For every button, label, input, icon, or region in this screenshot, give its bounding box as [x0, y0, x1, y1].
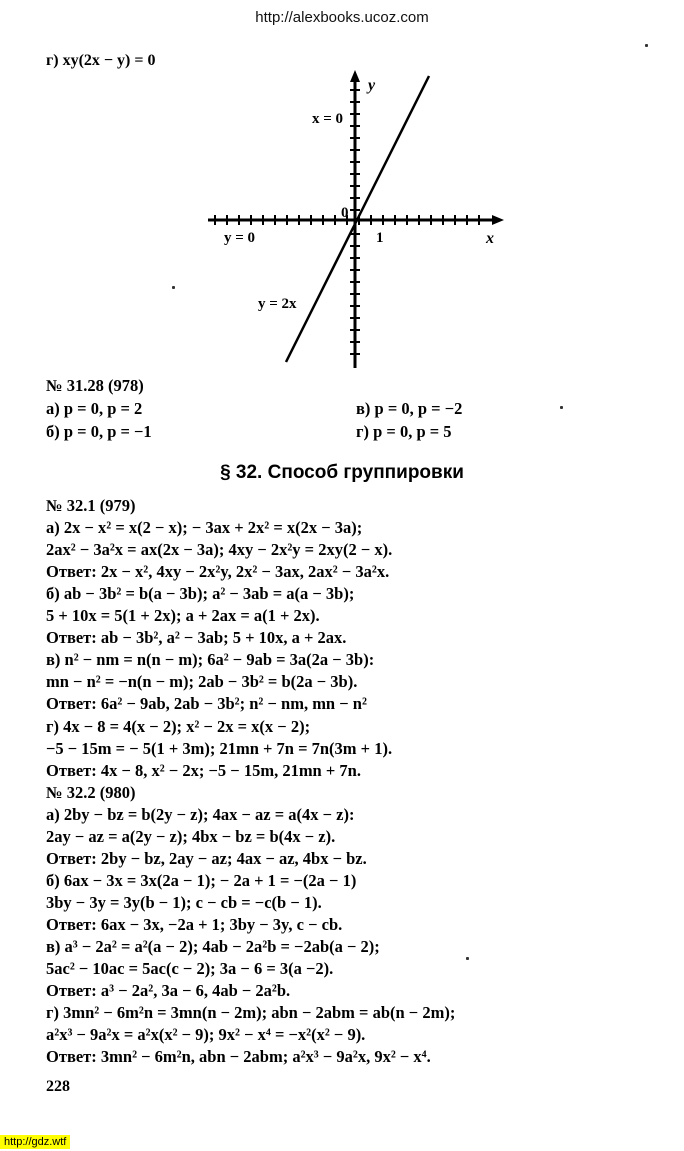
- x-axis-arrow-icon: [492, 215, 504, 225]
- solution-line: г) 4x − 8 = 4(x − 2); x² − 2x = x(x − 2);: [46, 716, 311, 736]
- solution-line: в) n² − nm = n(n − m); 6a² − 9ab = 3a(2a − 3b):: [46, 650, 375, 670]
- scan-speck: [172, 286, 175, 289]
- solution-line: 2ay − az = a(2y − z); 4bx − bz = b(4x − z).: [46, 826, 336, 846]
- solution-line: 5ac² − 10ac = 5ac(c − 2); 3a − 6 = 3(a −2).: [46, 959, 334, 979]
- scan-speck: [560, 406, 563, 409]
- scan-speck: [466, 957, 469, 960]
- solution-line: Ответ: a³ − 2a², 3a − 6, 4ab − 2a²b.: [46, 981, 291, 1001]
- section-title: § 32. Способ группировки: [220, 462, 464, 483]
- solution-line: а) 2x − x² = x(2 − x); − 3ax + 2x² = x(2x − 3a);: [46, 518, 363, 538]
- axis-x-label: x: [486, 230, 494, 247]
- solution-line: a²x³ − 9a²x = a²x(x² − 9); 9x² − x⁴ = −x²(x² − 9).: [46, 1025, 366, 1045]
- solution-line: 2ax² − 3a²x = ax(2x − 3a); 4xy − 2x²y = 2xy(2 − x).: [46, 540, 393, 560]
- problem-3128-v: в) p = 0, p = −2: [356, 399, 463, 418]
- solution-line: Ответ: 2by − bz, 2ay − az; 4ax − az, 4bx − bz.: [46, 848, 367, 868]
- solution-line: № 32.1 (979): [46, 496, 136, 515]
- graph-equation-label: г) xy(2x − y) = 0: [46, 52, 156, 69]
- label-x-equals-0: x = 0: [312, 111, 344, 127]
- solution-line: mn − n² = −n(n − m); 2ab − 3b² = b(2a − 3b).: [46, 672, 358, 692]
- solution-line: 3by − 3y = 3y(b − 1); c − cb = −c(b − 1).: [46, 892, 322, 912]
- solution-line: б) 6ax − 3x = 3x(2a − 1); − 2a + 1 = −(2a − 1): [46, 870, 357, 890]
- solution-line: № 32.2 (980): [46, 782, 136, 802]
- solution-line: Ответ: 4x − 8, x² − 2x; −5 − 15m, 21mn + 7n.: [46, 760, 361, 780]
- coordinate-graph: [200, 70, 510, 370]
- axis-ticks: [215, 90, 479, 354]
- label-y-equals-0: y = 0: [224, 230, 256, 246]
- solution-line: 5 + 10x = 5(1 + 2x); a + 2ax = a(1 + 2x).: [46, 606, 320, 626]
- solution-line: Ответ: 3mn² − 6m²n, abn − 2abm; a²x³ − 9a²x, 9x² − x⁴.: [46, 1047, 431, 1067]
- solution-line: Ответ: 6a² − 9ab, 2ab − 3b²; n² − nm, mn − n²: [46, 694, 367, 714]
- solution-line: −5 − 15m = − 5(1 + 3m); 21mn + 7n = 7n(3m + 1).: [46, 738, 393, 758]
- solution-line: а) 2by − bz = b(2y − z); 4ax − az = a(4x − z):: [46, 804, 355, 824]
- header-url: http://alexbooks.ucoz.com: [255, 9, 429, 26]
- solution-line: в) a³ − 2a² = a²(a − 2); 4ab − 2a²b = −2ab(a − 2);: [46, 937, 380, 956]
- solution-line: б) ab − 3b² = b(a − 3b); a² − 3ab = a(a − 3b);: [46, 584, 355, 604]
- axis-y-label: y: [368, 77, 376, 94]
- problem-3128-b: б) p = 0, p = −1: [46, 422, 152, 441]
- solution-line: г) 3mn² − 6m²n = 3mn(n − 2m); abn − 2abm = ab(n − 2m);: [46, 1003, 456, 1023]
- scan-speck: [645, 44, 648, 47]
- label-y-equals-2x: y = 2x: [258, 296, 297, 312]
- footer-link-badge[interactable]: http://gdz.wtf: [0, 1135, 70, 1149]
- tick-label-one: 1: [376, 230, 384, 246]
- solution-line: Ответ: ab − 3b², a² − 3ab; 5 + 10x, a + 2ax.: [46, 628, 347, 648]
- y-axis-arrow-icon: [350, 70, 360, 82]
- problem-3128-g: г) p = 0, p = 5: [356, 422, 452, 441]
- origin-label: 0: [341, 205, 349, 221]
- problem-3128-title: № 31.28 (978): [46, 376, 144, 395]
- solution-line: Ответ: 2x − x², 4xy − 2x²y, 2x² − 3ax, 2ax² − 3a²x.: [46, 562, 390, 582]
- problem-3128-a: а) p = 0, p = 2: [46, 399, 143, 418]
- solution-line: Ответ: 6ax − 3x, −2a + 1; 3by − 3y, c − cb.: [46, 914, 343, 934]
- page-number: 228: [46, 1078, 70, 1095]
